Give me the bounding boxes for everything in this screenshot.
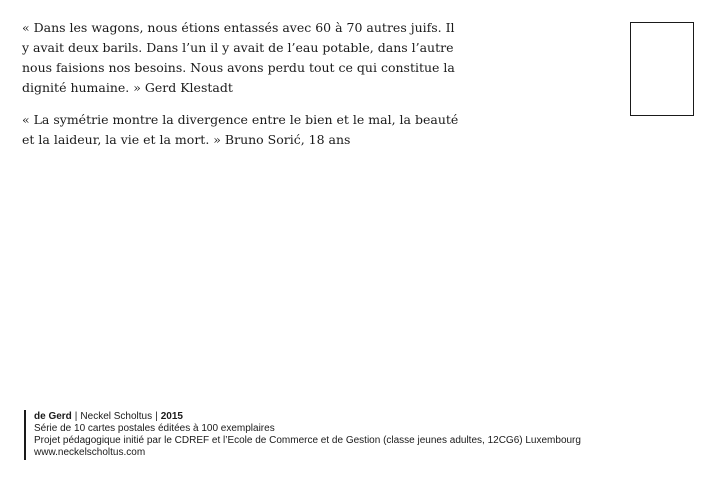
quote-text: « Dans les wagons, nous étions entassés avec 60 à 70 autres juifs. Il y avait deux barils. Dans l’un il y avait de l’eau potable, dans l’autre nous faisions nos besoins. Nous avons perdu tout ce qui constitue la dignité humaine. » — [22, 20, 455, 95]
credits-block — [34, 411, 581, 459]
quote-author: Bruno Sorić, 18 ans — [224, 132, 351, 147]
credits-divider — [24, 410, 26, 460]
quote-gerd-klestadt — [22, 18, 462, 98]
quote-bruno-soric — [22, 110, 462, 150]
stamp-box — [630, 22, 694, 116]
quote-author: Gerd Klestadt — [144, 80, 233, 95]
separator: | — [74, 411, 78, 422]
project-info: Projet pédagogique initié par le CDREF et l’Ecole de Commerce et de Gestion (classe jeunes adultes, 12CG6) Luxembourg — [34, 435, 581, 446]
credits-line-title — [34, 411, 581, 423]
website-link[interactable]: www.neckelscholtus.com — [34, 447, 146, 458]
artwork-title: de Gerd — [34, 411, 72, 422]
artist-name: Neckel Scholtus — [80, 411, 153, 422]
quote-text: « La symétrie montre la divergence entre le bien et le mal, la beauté et la laideur, la vie et la mort. » — [22, 112, 459, 147]
separator: | — [155, 411, 158, 422]
year: 2015 — [160, 411, 183, 422]
series-info: Série de 10 cartes postales éditées à 100 exemplaires — [34, 423, 275, 434]
